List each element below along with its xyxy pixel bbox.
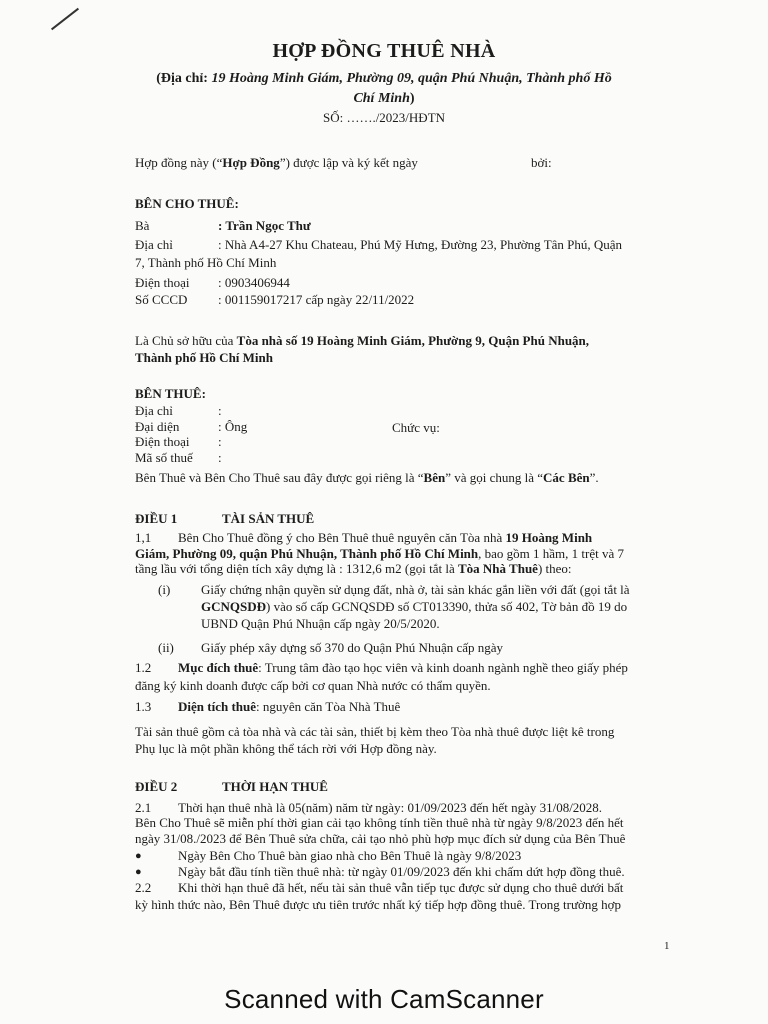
lessee-heading: BÊN THUÊ:	[135, 386, 206, 401]
lessor-id: : 001159017217 cấp ngày 22/11/2022	[218, 292, 415, 307]
lessee-address: :	[218, 403, 222, 418]
lessee-rep-label: Đại diện	[135, 419, 180, 434]
lessor-phone: : 0903406944	[218, 275, 290, 290]
item-ii-number: (ii)	[158, 640, 174, 655]
clause-1-1-number: 1,1	[135, 530, 152, 545]
lessee-tax: :	[218, 450, 222, 465]
article-2-number: ĐIỀU 2	[135, 779, 178, 794]
clause-1-2-line-2: đăng ký kinh doanh được cấp bởi cơ quan Nhà nước có thẩm quyền.	[135, 678, 491, 693]
owner-line-1: Là Chủ sở hữu của Tòa nhà số 19 Hoàng Minh Giám, Phường 9, Quận Phú Nhuận,	[135, 333, 590, 348]
clause-2-2-line-1: Khi thời hạn thuê đã hết, nếu tài sản thuê vẫn tiếp tục được sử dụng cho thuê dưới bất	[178, 880, 624, 895]
assets-line-2: Phụ lục là một phần không thể tách rời với Hợp đồng này.	[135, 741, 437, 756]
clause-2-1-line-1: Thời hạn thuê nhà là 05(năm) năm từ ngày: 01/09/2023 đến hết ngày 31/08/2028.	[178, 800, 603, 815]
lessee-tax-label: Mã số thuế	[135, 450, 193, 465]
bullet-2-marker: ●	[135, 866, 142, 878]
clause-1-2-number: 1.2	[135, 660, 152, 675]
address-line-1: (Địa chỉ: 19 Hoàng Minh Giám, Phường 09, quận Phú Nhuận, Thành phố Hồ	[156, 71, 612, 86]
lessee-phone: :	[218, 434, 222, 449]
address-line-2: Chí Minh)	[353, 91, 415, 106]
free-period-line-2: ngày 31/08./2023 để Bên Thuê sửa chữa, cải tạo nhỏ phù hợp mục đích sử dụng của Bên Thuê	[135, 831, 626, 846]
item-ii-line-1: Giấy phép xây dựng số 370 do Quận Phú Nhuận cấp ngày	[201, 640, 504, 655]
article-1-number: ĐIỀU 1	[135, 511, 178, 526]
lessee-position-label: Chức vụ:	[392, 420, 440, 435]
lessor-id-label: Số CCCD	[135, 292, 188, 307]
lessor-address-cont: 7, Thành phố Hồ Chí Minh	[135, 255, 277, 270]
clause-2-2-number: 2.2	[135, 880, 152, 895]
clause-1-1-line-1: Bên Cho Thuê đồng ý cho Bên Thuê thuê nguyên căn Tòa nhà 19 Hoàng Minh	[178, 530, 593, 545]
assets-line-1: Tài sản thuê gồm cả tòa nhà và các tài sản, thiết bị kèm theo Tòa nhà thuê được liệt kê trong	[135, 724, 615, 739]
article-1-title: TÀI SẢN THUÊ	[222, 511, 315, 526]
lessor-title-label: Bà	[135, 218, 150, 233]
clause-1-3-number: 1.3	[135, 699, 152, 714]
lessor-address-label: Địa chỉ	[135, 237, 173, 252]
bullet-1-text: Ngày Bên Cho Thuê bàn giao nhà cho Bên Thuê là ngày 9/8/2023	[178, 848, 522, 863]
clause-2-1-number: 2.1	[135, 800, 152, 815]
clause-1-2-line-1: Mục đích thuê: Trung tâm đào tạo học viên và kinh doanh ngành nghề theo giấy phép	[178, 660, 628, 675]
article-2-title: THỜI HẠN THUÊ	[222, 779, 328, 794]
lessor-phone-label: Điện thoại	[135, 275, 190, 290]
item-i-line-3: UBND Quận Phú Nhuận cấp ngày 20/5/2020.	[201, 616, 440, 631]
free-period-line-1: Bên Cho Thuê sẽ miễn phí thời gian cải tạo không tính tiền thuê nhà từ ngày 9/8/2023 đến hết	[135, 815, 624, 830]
pen-mark	[51, 8, 79, 31]
scanner-watermark: Scanned with CamScanner	[224, 984, 544, 1014]
lessee-rep: : Ông	[218, 419, 248, 434]
lessee-address-label: Địa chỉ	[135, 403, 173, 418]
clause-1-1-line-2: Giám, Phường 09, quận Phú Nhuận, Thành phố Hồ Chí Minh, bao gồm 1 hầm, 1 trệt và 7	[135, 546, 625, 561]
parties-definition: Bên Thuê và Bên Cho Thuê sau đây được gọi riêng là “Bên” và gọi chung là “Các Bên”.	[135, 470, 599, 485]
item-i-number: (i)	[158, 582, 171, 597]
clause-1-1-line-3: tầng lầu với tổng diện tích xây dựng là : 1312,6 m2 (gọi tắt là Tòa Nhà Thuê) theo:	[135, 561, 572, 576]
clause-1-3-line-1: Diện tích thuê: nguyên căn Tòa Nhà Thuê	[178, 699, 401, 714]
intro-by: bởi:	[531, 155, 552, 170]
contract-number: SỐ: ……./2023/HĐTN	[322, 110, 446, 125]
lessor-address: : Nhà A4-27 Khu Chateau, Phú Mỹ Hưng, Đường 23, Phường Tân Phú, Quận	[218, 237, 623, 252]
lessor-heading: BÊN CHO THUÊ:	[135, 196, 239, 211]
lessee-phone-label: Điện thoại	[135, 434, 190, 449]
lessor-name: : Trần Ngọc Thư	[218, 218, 311, 233]
clause-2-2-line-2: kỳ hình thức nào, Bên Thuê được ưu tiên trước nhất ký tiếp hợp đồng thuê. Trong trường hợp	[135, 897, 622, 912]
owner-line-2: Thành phố Hồ Chí Minh	[135, 350, 274, 365]
item-i-line-2: GCNQSDĐ) vào số cấp GCNQSDĐ số CT013390, thửa số 402, Tờ bản đồ 19 do	[201, 599, 628, 614]
intro-text: Hợp đồng này (“Hợp Đồng”) được lập và ký kết ngày	[135, 155, 418, 170]
item-i-line-1: Giấy chứng nhận quyền sử dụng đất, nhà ở, tài sản khác gắn liền với đất (gọi tắt là	[201, 582, 630, 597]
bullet-1-marker: ●	[135, 850, 142, 862]
bullet-2-text: Ngày bắt đầu tính tiền thuê nhà: từ ngày 01/09/2023 đến khi chấm dứt hợp đồng thuê.	[178, 864, 625, 879]
page-number: 1	[664, 940, 670, 952]
document-title: HỢP ĐỒNG THUÊ NHÀ	[272, 40, 496, 62]
